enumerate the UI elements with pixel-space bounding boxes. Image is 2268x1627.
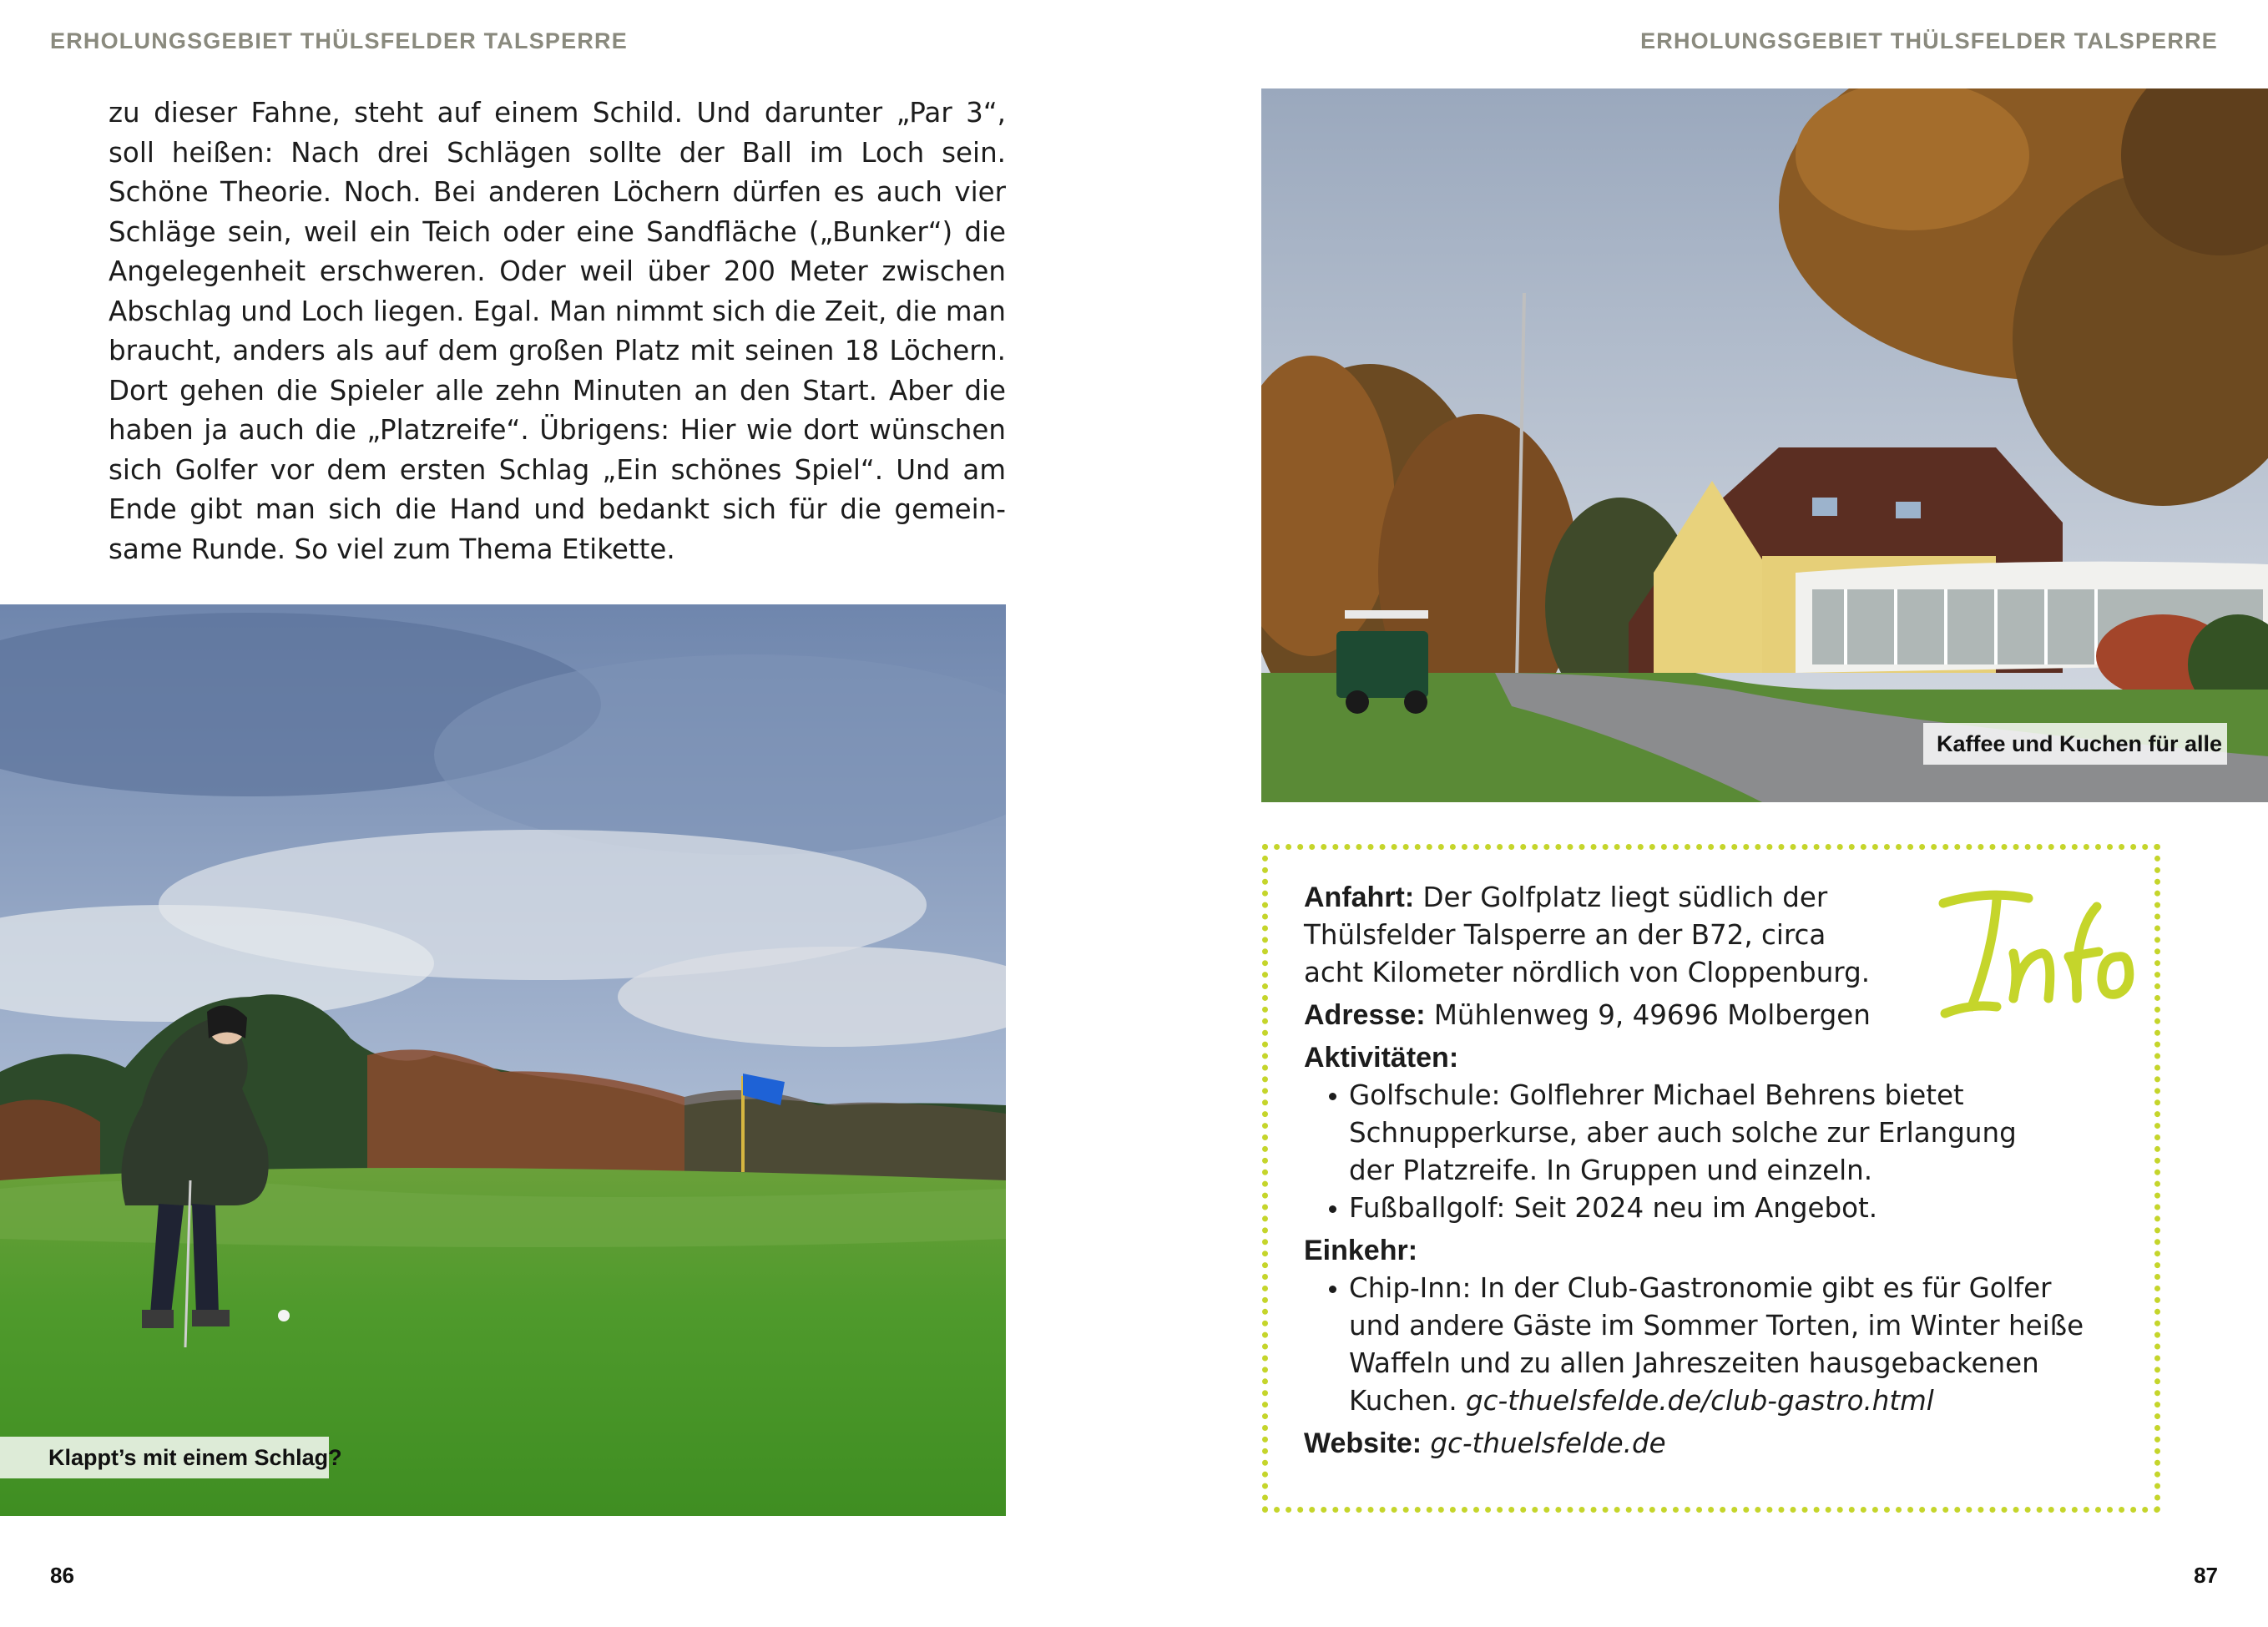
body-text [109,93,1006,569]
adresse-text: Mühlenweg 9, 49696 Molbergen [1425,999,1871,1031]
body-line: Abschlag und Loch liegen. Egal. Man nimmt sich die Zeit, die man [109,295,1006,327]
list-item-line [1349,1382,2139,1420]
aktivitaeten-list [1304,1077,2139,1227]
anfahrt-label: Anfahrt: [1304,882,1415,913]
body-line: Schöne Theorie. Noch. Bei anderen Löchern dürfen es auch vier [109,176,1006,208]
einkehr-list [1304,1270,2139,1420]
info-website [1304,1425,2139,1463]
list-item [1304,1270,2139,1420]
body-line: Schläge sein, weil ein Teich oder eine Sandfläche („Bunker“) die [109,215,1006,248]
anfahrt-line: acht Kilometer nördlich von Cloppenburg. [1304,957,1871,988]
website-label: Website: [1304,1427,1422,1459]
body-line: sich Golfer vor dem ersten Schlag „Ein schönes Spiel“. Und am [109,453,1006,486]
list-item-line: Waffeln und zu allen Jahreszeiten hausgebackenen [1349,1347,2039,1379]
gastro-link[interactable]: gc-thuelsfelde.de/club-gastro.html [1466,1385,1934,1417]
photo-caption-golf: Klappt’s mit einem Schlag? [0,1437,329,1478]
page-number-right: 87 [2194,1563,2218,1588]
anfahrt-line: Der Golfplatz liegt südlich der [1414,882,1828,913]
body-line: braucht, anders als auf dem großen Platz mit seinen 18 Löchern. [109,335,1006,366]
aktivitaeten-label: Aktivitäten: [1304,1042,1459,1074]
clubhouse-photo [1261,88,2268,802]
running-header-left: ERHOLUNGSGEBIET THÜLSFELDER TALSPERRE [50,28,628,53]
list-item-line: der Platzreife. In Gruppen und einzeln. [1349,1155,1873,1186]
body-line: zu dieser Fahne, steht auf einem Schild. Und darunter „Par 3“, [109,97,1006,129]
running-header-right: ERHOLUNGSGEBIET THÜLSFELDER TALSPERRE [1640,28,2218,53]
adresse-label: Adresse: [1304,999,1426,1031]
golf-course-photo [0,604,1006,1516]
einkehr-last-text: Kuchen. [1349,1385,1467,1417]
list-item-line: Chip-Inn: In der Club-Gastronomie gibt es für Golfer [1349,1272,2052,1304]
body-line: same Runde. So viel zum Thema Etikette. [109,533,675,565]
body-line: soll heißen: Nach drei Schlägen sollte der Ball im Loch sein. [109,136,1006,169]
list-item [1304,1077,2139,1190]
list-item-line: Golfschule: Golflehrer Michael Behrens bietet [1349,1079,1964,1111]
list-item-line: und andere Gäste im Sommer Torten, im Winter heiße [1349,1310,2084,1342]
body-line: Angelegenheit erschweren. Oder weil über 200 Meter zwischen [109,255,1006,287]
list-item [1304,1190,2139,1227]
body-line: Dort gehen die Spieler alle zehn Minuten an den Start. Aber die [109,374,1006,407]
body-line: Ende gibt man sich die Hand und bedankt sich für die gemein- [109,493,1006,525]
body-line: haben ja auch die „Platzreife“. Übrigens: Hier wie dort wünschen [109,414,1006,446]
anfahrt-line: Thülsfelder Talsperre an der B72, circa [1304,919,1826,951]
photo-caption-clubhouse: Kaffee und Kuchen für alle [1923,723,2227,765]
info-logo [1920,873,2145,1040]
list-item-line: Fußballgolf: Seit 2024 neu im Angebot. [1349,1192,1878,1224]
list-item-line: Schnupperkurse, aber auch solche zur Erlangung [1349,1117,2017,1149]
einkehr-label: Einkehr: [1304,1235,1418,1266]
page-number-left: 86 [50,1563,74,1588]
website-link[interactable]: gc-thuelsfelde.de [1430,1427,1666,1459]
